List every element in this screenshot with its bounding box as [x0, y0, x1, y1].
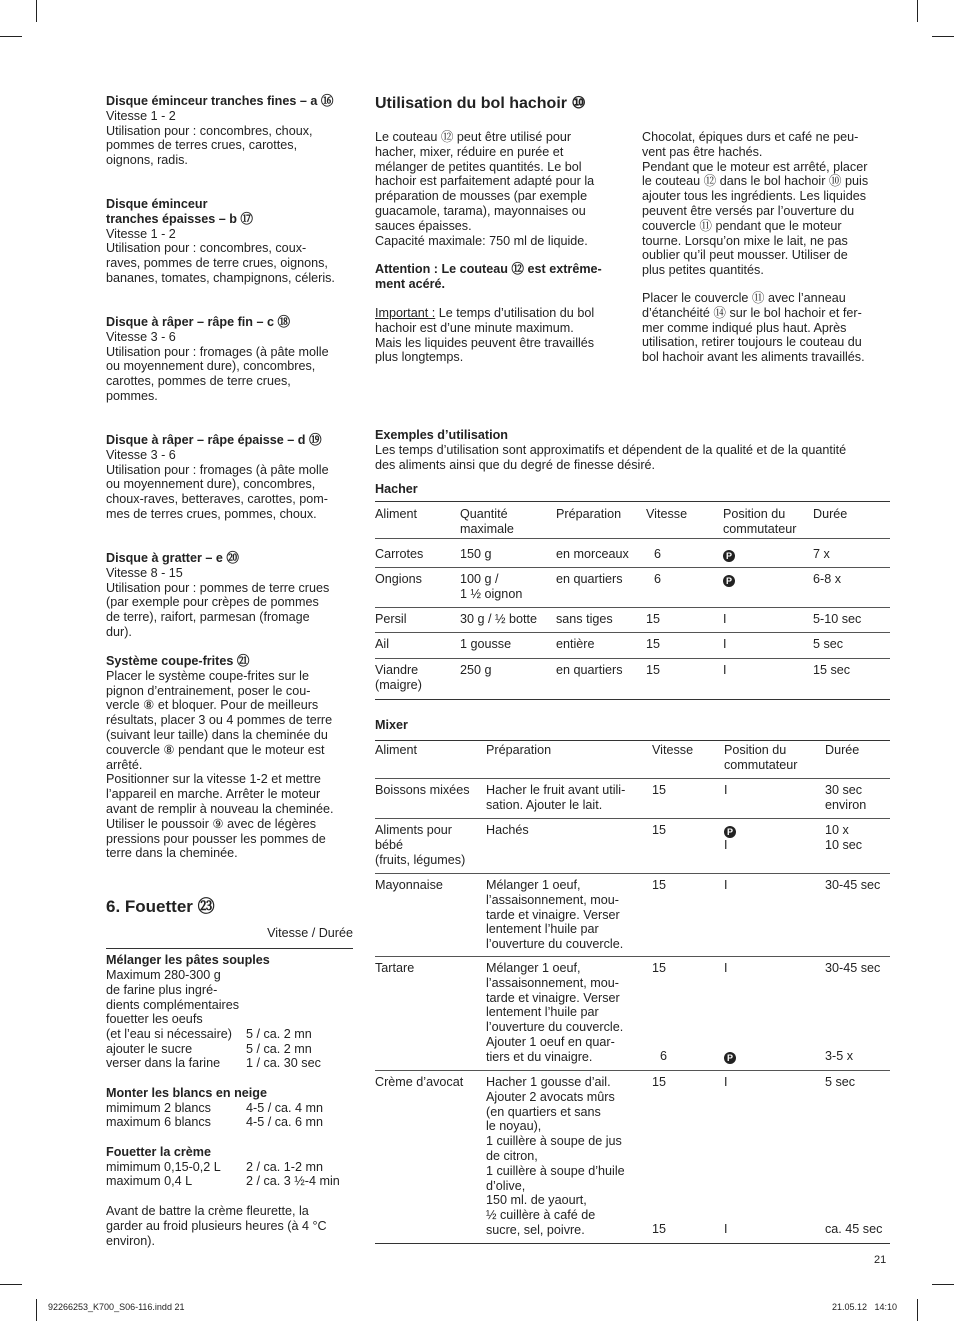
examples-intro: Les temps d’utilisation sont approximatifs et dépendent de la qualité et de la quantité des aliments ainsi que du degré de finesse désiré. [375, 443, 847, 472]
page-number: 21 [874, 1254, 887, 1266]
pulse-icon: P [724, 1050, 736, 1065]
crop-mark [932, 1284, 954, 1285]
whisk-row-value: 4-5 / ca. 4 mn [246, 1101, 323, 1115]
table-cell: 30 g / ½ botte [460, 612, 538, 626]
disc-speed: Vitesse 1 - 2 [106, 108, 176, 123]
table-cell: Crème d’avocat [375, 1075, 464, 1089]
table-cell: I [724, 783, 728, 797]
table-cell: Mayonnaise [375, 878, 443, 892]
table-cell: 15 [652, 1222, 667, 1236]
crop-mark [917, 0, 918, 22]
disc-title: Disque à râper – râpe fin – c ⑱ [106, 315, 291, 329]
table-cell: Hacher le fruit avant utili- sation. Ajouter le lait. [486, 783, 626, 812]
whisk-column-label: Vitesse / Durée [267, 926, 353, 940]
mixer-header: Aliment [375, 743, 417, 757]
table-cell: 15 [652, 961, 667, 975]
table-cell: I [723, 637, 727, 651]
table-cell: 6 [654, 572, 662, 586]
table-rule [375, 1070, 890, 1071]
table-cell: Hacher 1 gousse d’ail. Ajouter 2 avocats mûrs (en quartiers et sans le noyau), 1 cuillère à soupe de jus de citron, 1 cuillère à soupe d’huile d’olive, 150 ml. de yaourt, ½ cuillère à café de sucre, sel, poivre. [486, 1075, 625, 1237]
examples-title: Exemples d’utilisation [375, 428, 508, 442]
table-rule [375, 607, 890, 608]
table-cell: 5-10 sec [813, 612, 862, 626]
pulse-icon: P [723, 548, 735, 563]
whisk-row-value: 4-5 / ca. 6 mn [246, 1115, 323, 1129]
crop-mark [36, 1299, 37, 1321]
hacher-header: Vitesse [646, 507, 688, 521]
footer-date: 21.05.12 14:10 [832, 1302, 898, 1312]
crop-mark [932, 36, 954, 37]
table-cell: Mélanger 1 oeuf, l’assaisonnement, mou- tarde et vinaigre. Verser lentement l’huile par l’ouverture du couvercle. [486, 878, 624, 952]
chopper-attention: Attention : Le couteau ⑫ est extrême- ment acéré. [375, 262, 602, 291]
hacher-header: Quantité maximale [460, 507, 514, 536]
pulse-icon: P [723, 573, 735, 588]
disc-use: Utilisation pour : fromages (à pâte molle ou moyennement dure), concombres, carottes, pommes de terre crues, pommes. [106, 344, 329, 403]
table-rule [375, 740, 890, 741]
fries-title: Système coupe-frites ㉑ [106, 654, 250, 668]
whisk-row-label: maximum 6 blancs [106, 1115, 211, 1129]
table-cell: 15 [652, 783, 667, 797]
table-cell: en morceaux [556, 547, 629, 561]
disc-use: Utilisation pour : fromages (à pâte molle ou moyennement dure), concombres, choux-raves, betteraves, carottes, pom- mes de terres crues, pommes, choux. [106, 462, 329, 521]
hacher-header: Préparation [556, 507, 622, 521]
important-text: Le temps d’utilisation du bol hachoir est d’une minute maximum. Mais les liquides peuvent être travaillés plus longtemps. [375, 306, 595, 365]
table-cell: 250 g [460, 663, 492, 677]
crop-mark [36, 0, 37, 22]
chopper-instructions: Chocolat, épiques durs et café ne peu- vent pas être hachés. Pendant que le moteur est arrêté, placer le couteau ⑫ dans le bol hachoir ⑩ puis ajouter tous les ingrédients. Les liquides peuvent être versés par l’ouverture du couvercle ⑪ pendant que le moteur tourne. Lorsqu’on mixe le lait, ne pas oublier qu’il peut mousser. Utiliser de plus petites quantités. [642, 130, 869, 278]
pulse-icon: P [724, 824, 736, 839]
table-cell: 6 [654, 547, 662, 561]
table-cell: 15 [646, 663, 661, 677]
disc-speed: Vitesse 1 - 2 [106, 226, 176, 241]
disc-section-b [106, 197, 356, 286]
table-cell: 3-5 x [825, 1049, 853, 1063]
disc-title: Disque éminceur tranches fines – a ⑯ [106, 94, 334, 108]
crop-mark [917, 1299, 918, 1321]
disc-section-d [106, 433, 356, 522]
hacher-header: Position du commutateur [723, 507, 797, 536]
table-cell: 15 [646, 637, 661, 651]
table-cell: Ail [375, 637, 389, 651]
table-cell: 15 [652, 823, 667, 837]
table-cell: 7 x [813, 547, 830, 561]
whisk-group-title: Monter les blancs en neige [106, 1086, 267, 1100]
table-cell: sans tiges [556, 612, 613, 626]
table-rule [375, 778, 890, 779]
whisk-row-label: (et l’eau si nécessaire) [106, 1027, 232, 1041]
table-rule [375, 956, 890, 957]
mixer-header: Durée [825, 743, 860, 757]
table-cell: en quartiers [556, 663, 623, 677]
chopper-heading: Utilisation du bol hachoir ⑩ [375, 95, 586, 112]
disc-title: Disque à râper – râpe épaisse – d ⑲ [106, 433, 322, 447]
crop-mark [0, 1284, 22, 1285]
disc-section-e [106, 551, 356, 640]
whisk-row-value: 1 / ca. 30 sec [246, 1056, 321, 1070]
chopper-intro: Le couteau ⑫ peut être utilisé pour hacher, mixer, réduire en purée et mélanger de petites quantités. Le bol hachoir est parfaitement adapté pour la préparation de mousses (par exemple guacamole, tarama), mayonnaises ou sauces épaisses. Capacité maximale: 750 ml de liquide. [375, 130, 595, 248]
whisk-group-title: Mélanger les pâtes souples [106, 953, 270, 967]
footer-file: 92266253_K700_S06-116.indd 21 [48, 1302, 185, 1312]
hacher-header: Aliment [375, 507, 417, 521]
table-cell: 30 sec environ [825, 783, 867, 812]
hacher-title: Hacher [375, 482, 418, 496]
whisk-row-value: 2 / ca. 3 ½-4 min [246, 1174, 340, 1188]
whisk-row-value: 5 / ca. 2 mn [246, 1042, 312, 1056]
table-cell: 15 sec [813, 663, 851, 677]
table-cell: 5 sec [813, 637, 844, 651]
disc-section-a [106, 94, 356, 168]
table-cell: 15 [646, 612, 661, 626]
disc-speed: Vitesse 3 - 6 [106, 329, 176, 344]
table-cell: 30-45 sec [825, 878, 881, 892]
table-cell: I [723, 612, 727, 626]
table-rule [375, 658, 890, 659]
table-cell: Boissons mixées [375, 783, 470, 797]
table-cell: I [724, 1222, 728, 1236]
table-cell: I [724, 878, 728, 892]
mixer-header: Vitesse [652, 743, 694, 757]
chopper-important [375, 306, 633, 365]
disc-use: Utilisation pour : concombres, coux- raves, pommes de terre crues, oignons, bananes, tomates, champignons, céleris. [106, 241, 335, 285]
whisk-row-label: ajouter le sucre [106, 1042, 193, 1056]
table-cell: Carrotes [375, 547, 424, 561]
disc-use: Utilisation pour : pommes de terre crues (par exemple pour crèpes de pommes de terre), raifort, parmesan (fromage dur). [106, 580, 330, 639]
whisk-group-title: Fouetter la crème [106, 1145, 211, 1159]
fries-section [106, 654, 356, 861]
disc-title: Disque éminceur tranches épaisses – b ⑰ [106, 197, 253, 226]
fries-body: Placer le système coupe-frites sur le pignon d’entrainement, poser le cou- vercle ⑧ et bloquer. Pour de meilleurs résultats, placer 3 ou 4 pommes de terre (suivant leur taille) dans la cheminée du couvercle ⑧ pendant que le moteur est arrêté. Positionner sur la vitesse 1-2 et mettre l’appareil en marche. Arrêter le moteur avant de remplir à nouveau la cheminée. Utiliser le poussoir ⑨ avec de légères pressions pour pousser les pommes de terre dans la cheminée. [106, 668, 334, 861]
mixer-title: Mixer [375, 718, 408, 732]
crop-mark [0, 36, 22, 37]
table-rule [375, 538, 890, 539]
table-cell: 15 [652, 878, 667, 892]
mixer-header: Préparation [486, 743, 552, 757]
important-label: Important : [375, 306, 436, 320]
whisk-group-intro: Maximum 280-300 g de farine plus ingré- dients complémentaires fouetter les oeufs [106, 968, 239, 1027]
table-rule [375, 873, 890, 874]
table-rule [375, 1243, 890, 1244]
table-cell: ca. 45 sec [825, 1222, 883, 1236]
table-cell: 150 g [460, 547, 492, 561]
table-cell: 30-45 sec [825, 961, 881, 975]
table-cell: Viandre (maigre) [375, 663, 422, 692]
table-cell: 10 x 10 sec [825, 823, 863, 852]
table-rule [375, 699, 890, 700]
whisk-row-value: 5 / ca. 2 mn [246, 1027, 312, 1041]
table-rule [375, 567, 890, 568]
whisk-row-label: verser dans la farine [106, 1056, 221, 1070]
table-cell: 6-8 x [813, 572, 841, 586]
mixer-header: Position du commutateur [724, 743, 798, 772]
table-cell: Tartare [375, 961, 415, 975]
table-cell: 5 sec [825, 1075, 856, 1089]
table-cell: Hachés [486, 823, 529, 837]
table-rule [375, 632, 890, 633]
whisk-heading: 6. Fouetter ㉓ [106, 897, 215, 916]
table-cell: I [724, 961, 728, 975]
whisk-row-label: mimimum 0,15-0,2 L [106, 1160, 221, 1174]
divider [106, 948, 353, 949]
whisk-row-label: maximum 0,4 L [106, 1174, 193, 1188]
table-cell: 6 [660, 1049, 668, 1063]
whisk-row-value: 2 / ca. 1-2 mn [246, 1160, 323, 1174]
disc-section-c [106, 315, 356, 404]
disc-title: Disque à gratter – e ⑳ [106, 551, 239, 565]
table-rule [375, 501, 890, 502]
table-cell: Mélanger 1 oeuf, l’assaisonnement, mou- tarde et vinaigre. Verser lentement l’huile par l’ouverture du couvercle. Ajouter 1 oeuf en quar- tiers et du vinaigre. [486, 961, 624, 1064]
disc-speed: Vitesse 3 - 6 [106, 447, 176, 462]
disc-use: Utilisation pour : concombres, choux, pommes de terres crues, carottes, oignons, radis. [106, 123, 313, 168]
table-cell: I [724, 1075, 728, 1089]
table-cell: en quartiers [556, 572, 623, 586]
whisk-row-label: mimimum 2 blancs [106, 1101, 211, 1115]
table-cell: 100 g / 1 ½ oignon [460, 572, 523, 601]
disc-speed: Vitesse 8 - 15 [106, 565, 183, 580]
table-cell: Aliments pour bébé (fruits, légumes) [375, 823, 466, 867]
table-cell: Persil [375, 612, 407, 626]
table-rule [375, 818, 890, 819]
table-cell: I [723, 663, 727, 677]
table-cell: entière [556, 637, 595, 651]
chopper-lid-instructions: Placer le couvercle ⑪ avec l’anneau d’étanchéité ⑭ sur le bol hachoir et fer- mer comme indiqué plus haut. Après utilisation, retirer toujours le couteau du bol hachoir avant les aliments travaillés. [642, 291, 865, 365]
table-cell: Ongions [375, 572, 422, 586]
table-cell: 1 gousse [460, 637, 512, 651]
hacher-header: Durée [813, 507, 848, 521]
whisk-note: Avant de battre la crème fleurette, la garder au froid plusieurs heures (à 4 °C environ). [106, 1204, 327, 1248]
table-cell: 15 [652, 1075, 667, 1089]
table-cell: I [724, 838, 728, 852]
